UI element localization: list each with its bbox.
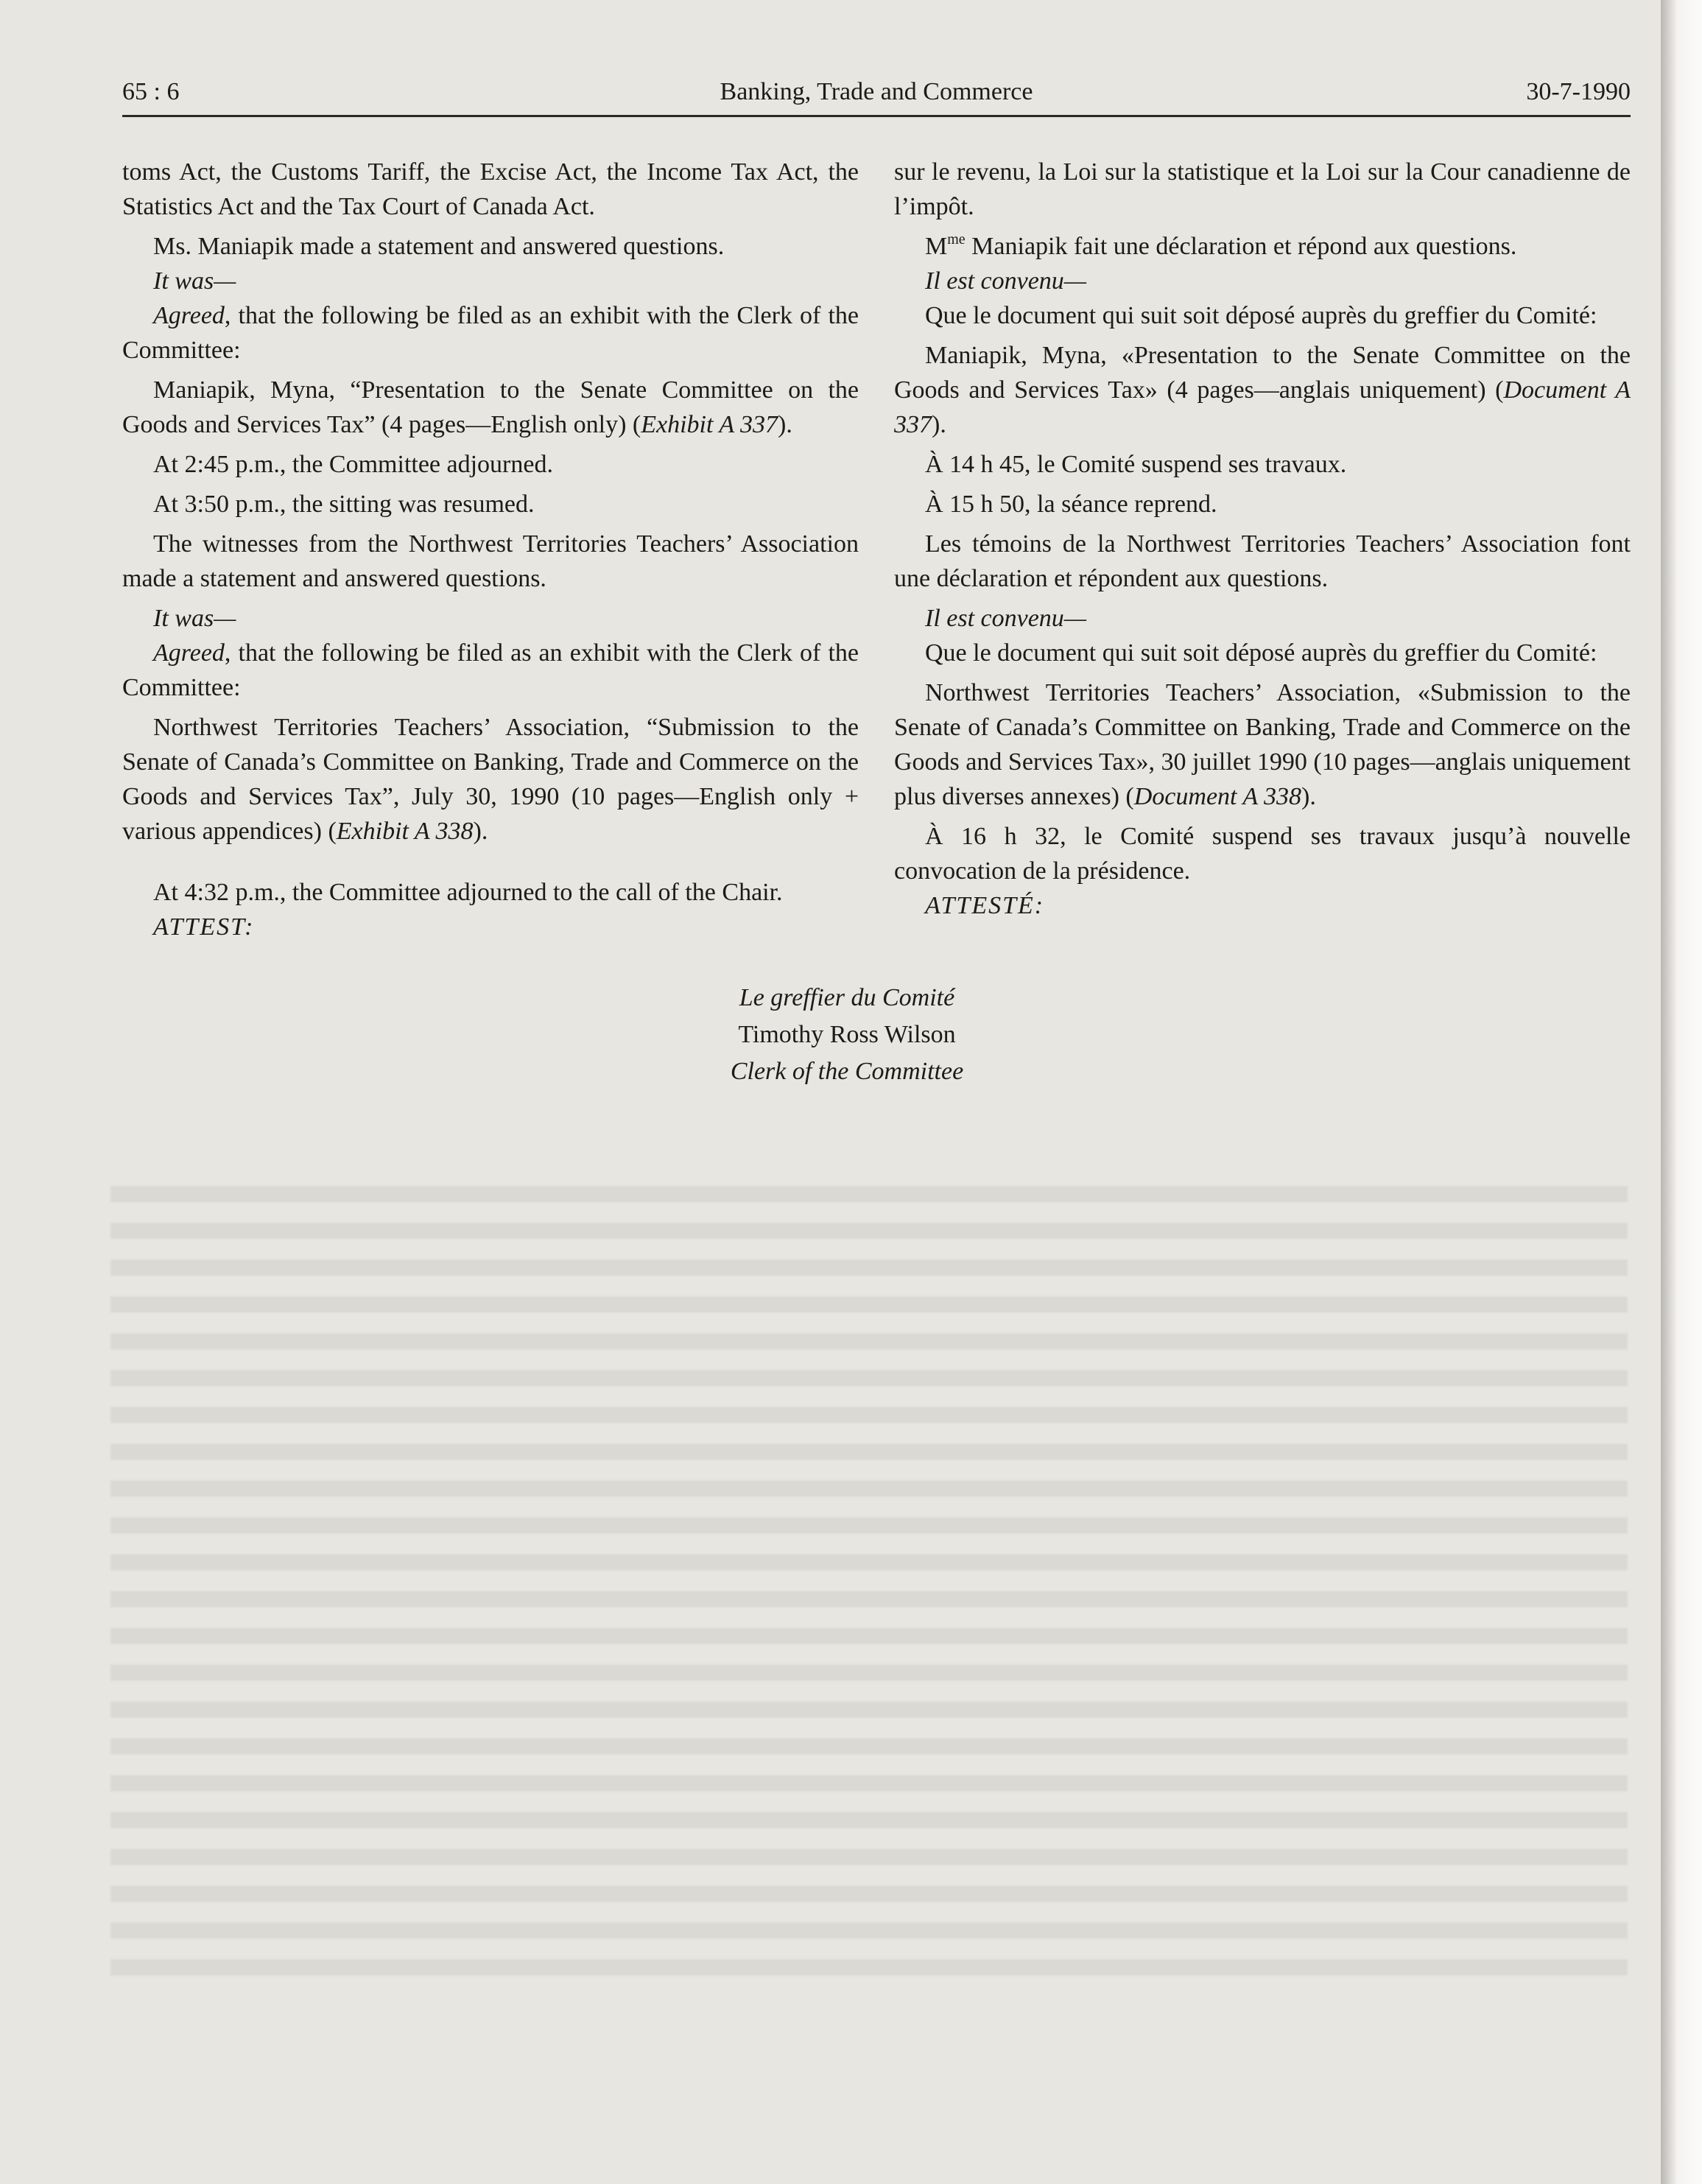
fr-suspend: À 14 h 45, le Comité suspend ses travaux.	[925, 451, 1347, 478]
fr-document-338: Northwest Territories Teachers’ Association, «Submission to the Senate of Canada’s Committee on Banking, Trade and Commerce on the Goods and Services Tax», 30 juillet 1990 (10 pages—anglais uniquement plus diverses annexes) (Document A 338).	[894, 679, 1631, 810]
en-agreed: Agreed, that the following be filed as an exhibit with the Clerk of the Committee:	[122, 302, 859, 364]
clerk-title-french: Le greffier du Comité	[739, 984, 955, 1011]
en-attest: ATTEST:	[153, 913, 255, 941]
en-adjourned-chair: At 4:32 p.m., the Committee adjourned to the call of the Chair.	[153, 879, 783, 906]
fr-depose-2: Que le document qui suit soit déposé auprès du greffier du Comité:	[925, 639, 1597, 667]
en-it-was: It was—	[153, 267, 236, 295]
running-title: Banking, Trade and Commerce	[720, 78, 1033, 105]
fr-para-continuation: sur le revenu, la Loi sur la statistique et la Loi sur la Cour canadienne de l’impôt.	[894, 158, 1631, 220]
en-agreed-2: Agreed, that the following be filed as an exhibit with the Clerk of the Committee:	[122, 639, 859, 701]
fr-suspend-presidence: À 16 h 32, le Comité suspend ses travaux jusqu’à nouvelle convocation de la présidence.	[894, 823, 1631, 885]
en-para-statement: Ms. Maniapik made a statement and answered questions.	[153, 233, 725, 260]
fr-para-statement: $M^{me}$ Maniapik fait une déclaration et répond aux questions.	[925, 231, 1517, 260]
fr-temoins: Les témoins de la Northwest Territories Teachers’ Association font une déclaration et répondent aux questions.	[894, 530, 1631, 592]
en-resumed: At 3:50 p.m., the sitting was resumed.	[153, 491, 535, 518]
en-adjourned: At 2:45 p.m., the Committee adjourned.	[153, 451, 553, 478]
fr-il-est-convenu: Il est convenu—	[925, 267, 1087, 295]
fr-atteste: ATTESTÉ:	[925, 892, 1045, 919]
en-exhibit-337: Maniapik, Myna, “Presentation to the Senate Committee on the Goods and Services Tax” (4 pages—English only) (Exhibit A 337).	[122, 376, 859, 438]
header-date: 30-7-1990	[1526, 78, 1631, 105]
clerk-name: Timothy Ross Wilson	[738, 1021, 956, 1048]
signature-block	[663, 980, 1031, 1090]
en-para-continuation: toms Act, the Customs Tariff, the Excise Act, the Income Tax Act, the Statistics Act and the Tax Court of Canada Act.	[122, 158, 859, 220]
show-through-texture	[110, 1186, 1628, 1996]
page-header	[122, 78, 1631, 116]
page-edge	[1661, 0, 1702, 2184]
page-number: 65 : 6	[122, 78, 180, 105]
header-rule	[122, 115, 1631, 117]
fr-depose: Que le document qui suit soit déposé auprès du greffier du Comité:	[925, 302, 1597, 329]
en-exhibit-338: Northwest Territories Teachers’ Association, “Submission to the Senate of Canada’s Committee on Banking, Trade and Commerce on the Goods and Services Tax”, July 30, 1990 (10 pages—English only + various appendices) (Exhibit A 338).	[122, 714, 859, 845]
fr-il-est-convenu-2: Il est convenu—	[925, 605, 1087, 632]
clerk-title-english: Clerk of the Committee	[730, 1058, 964, 1085]
fr-document-337: Maniapik, Myna, «Presentation to the Senate Committee on the Goods and Services Tax» (4 pages—anglais uniquement) (Document A 337).	[894, 342, 1631, 438]
french-column	[894, 155, 1631, 928]
english-column	[122, 155, 859, 949]
fr-reprend: À 15 h 50, la séance reprend.	[925, 491, 1217, 518]
en-it-was-2: It was—	[153, 605, 236, 632]
en-witnesses: The witnesses from the Northwest Territories Teachers’ Association made a statement and answered questions.	[122, 530, 859, 592]
